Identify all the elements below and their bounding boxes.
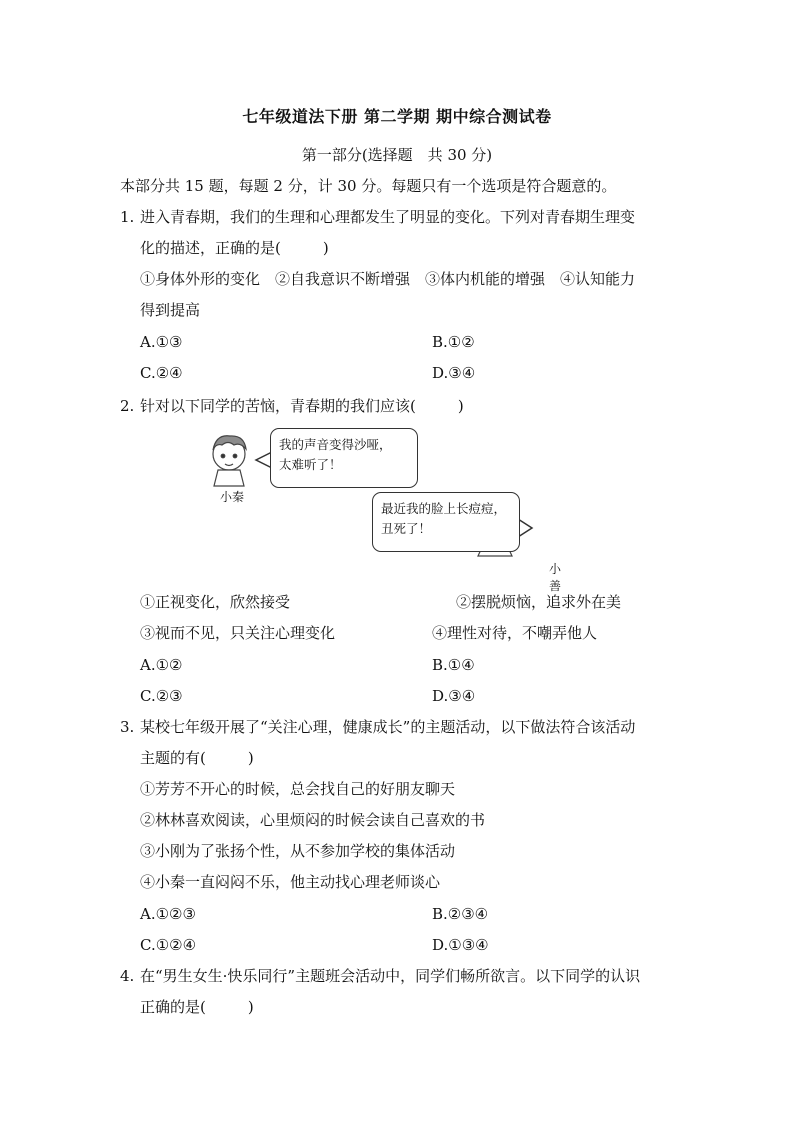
name-label-xiaoqin: 小秦 (220, 490, 245, 504)
q2-item2: ②摆脱烦恼，追求外在美 (456, 593, 622, 611)
q3-number: 3. (120, 718, 135, 736)
exam-title: 七年级道法下册 第二学期 期中综合测试卷 (242, 107, 552, 126)
q4-stem-line2 (140, 997, 254, 1017)
bubble2-line1: 最近我的脸上长痘痘， (381, 501, 507, 516)
q2-illustration (196, 424, 562, 593)
q1-option-c: C.②④ (140, 364, 183, 382)
q4-paren-close: ) (247, 998, 254, 1016)
q3-option-b: B.②③④ (432, 905, 489, 923)
q1-number: 1. (120, 208, 135, 226)
q2-option-a: A.①② (140, 656, 183, 674)
q3-stem-line1: 某校七年级开展了“关注心理，健康成长”的主题活动，以下做法符合该活动 (140, 718, 636, 736)
q3-item3: ③小刚为了张扬个性，从不参加学校的集体活动 (140, 842, 456, 860)
q3-option-d: D.①③④ (432, 936, 489, 954)
q2-option-c: C.②③ (140, 687, 183, 705)
q1-option-b: B.①② (432, 333, 475, 351)
q3-item1: ①芳芳不开心的时候，总会找自己的好朋友聊天 (140, 780, 456, 798)
q3-option-c: C.①②④ (140, 936, 197, 954)
q2-stem-text: 针对以下同学的苦恼，青春期的我们应该( (140, 397, 416, 415)
q2-item1: ①正视变化，欣然接受 (140, 593, 291, 611)
boy-cartoon (213, 436, 246, 486)
q1-items-line1: ①身体外形的变化 ②自我意识不断增强 ③体内机能的增强 ④认知能力 (140, 270, 636, 288)
q1-stem-line2 (140, 238, 329, 258)
bubble1-line2: 太难听了！ (279, 457, 342, 472)
q1-option-d: D.③④ (432, 364, 476, 382)
q1-paren-close: ) (322, 239, 329, 257)
q4-stem-text: 正确的是( (140, 998, 206, 1016)
instructions: 本部分共 15 题，每题 2 分，计 30 分。每题只有一个选项是符合题意的。 (120, 177, 617, 195)
q2-option-b: B.①④ (432, 656, 475, 674)
section-heading: 第一部分(选择题 共 30 分) (301, 146, 493, 164)
q2-option-d: D.③④ (432, 687, 476, 705)
speech-bubble-1 (270, 428, 418, 488)
q1-option-a: A.①③ (140, 333, 183, 351)
q3-stem-line2 (140, 748, 254, 768)
bubble1-line1: 我的声音变得沙哑， (279, 437, 392, 452)
q1-stem-text: 化的描述，正确的是( (140, 239, 281, 257)
q4-number: 4. (120, 967, 135, 985)
q2-item4: ④理性对待，不嘲弄他人 (432, 624, 598, 642)
q2-stem (140, 396, 464, 416)
q3-stem-text: 主题的有( (140, 749, 206, 767)
speech-bubble-2 (372, 492, 520, 552)
q3-item2: ②林林喜欢阅读，心里烦闷的时候会读自己喜欢的书 (140, 811, 486, 829)
q3-option-a: A.①②③ (140, 905, 196, 923)
q1-stem-line1: 进入青春期，我们的生理和心理都发生了明显的变化。下列对青春期生理变 (140, 208, 636, 226)
bubble2-line2: 丑死了！ (381, 521, 432, 536)
q2-number: 2. (120, 397, 135, 415)
q2-item3: ③视而不见，只关注心理变化 (140, 624, 336, 642)
name-label-xiaoshan: 小善 (549, 562, 562, 593)
q3-item4: ④小秦一直闷闷不乐，他主动找心理老师谈心 (140, 873, 441, 891)
q3-paren-close: ) (247, 749, 254, 767)
q4-stem-line1: 在“男生女生·快乐同行”主题班会活动中，同学们畅所欲言。以下同学的认识 (140, 967, 641, 985)
q1-items-line2: 得到提高 (140, 301, 201, 319)
q2-paren-close: ) (457, 397, 464, 415)
